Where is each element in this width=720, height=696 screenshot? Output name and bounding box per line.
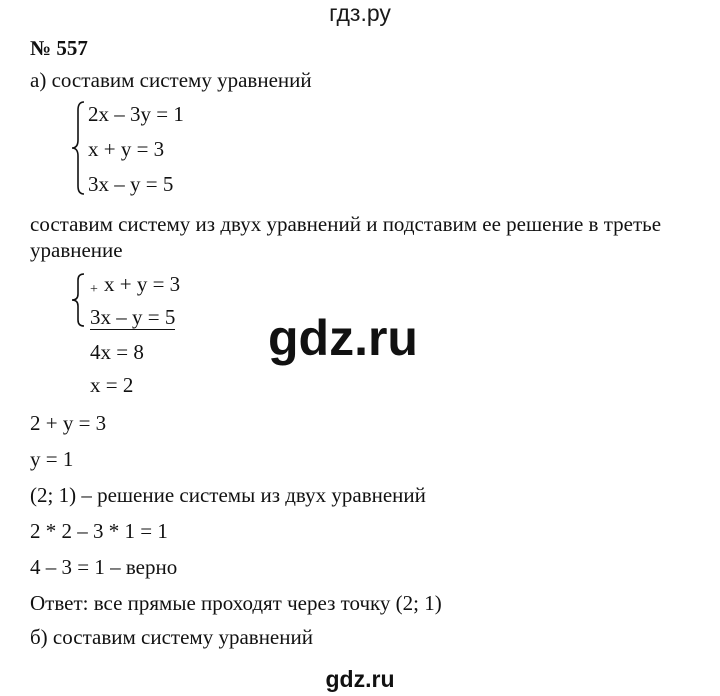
watermark-bottom: gdz.ru — [325, 666, 395, 692]
problem-number: № 557 — [30, 36, 88, 60]
x-result: x = 2 — [90, 373, 134, 397]
step-3: (2; 1) – решение системы из двух уравнений — [30, 483, 426, 507]
subsystem-equation-1: x + y = 3 — [104, 272, 181, 296]
explanation-line-2: уравнение — [30, 238, 123, 262]
part-a-heading: а) составим систему уравнений — [30, 68, 312, 92]
subsystem-equation-2: 3x – y = 5 — [90, 305, 176, 329]
system-equation-1: 2x – 3y = 1 — [88, 102, 184, 126]
step-5: 4 – 3 = 1 – верно — [30, 555, 178, 579]
explanation-line-1: составим систему из двух уравнений и подставим ее решение в третье — [30, 212, 662, 236]
addition-sign: + — [90, 282, 98, 297]
watermark-top: гдз.ру — [329, 0, 391, 26]
subsystem-brace-icon — [70, 272, 86, 328]
watermark-center: gdz.ru — [268, 310, 418, 366]
part-b-heading: б) составим систему уравнений — [30, 625, 313, 649]
step-1: 2 + y = 3 — [30, 411, 107, 435]
step-4: 2 * 2 – 3 * 1 = 1 — [30, 519, 168, 543]
answer: Ответ: все прямые проходят через точку (2; 1) — [30, 591, 442, 615]
system-brace-icon — [70, 100, 86, 196]
step-2: y = 1 — [30, 447, 74, 471]
sum-result: 4x = 8 — [90, 340, 144, 364]
system-equation-2: x + y = 3 — [88, 137, 165, 161]
system-equation-3: 3x – y = 5 — [88, 172, 174, 196]
